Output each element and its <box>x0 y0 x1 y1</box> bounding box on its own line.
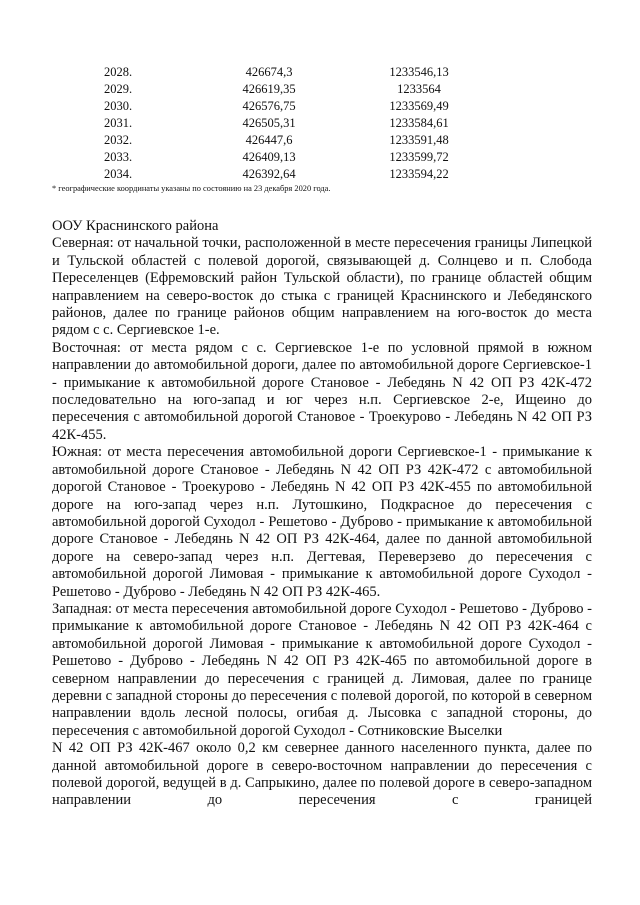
paragraph-east: Восточная: от места рядом с с. Сергиевское 1-е по условной прямой в южном направлении до автомобильной дороги, далее по автомобильной дороге Сергиевское-1 - примыкание к автомобильной дороге Становое - Лебедянь N 42 ОП РЗ 42К-472 последовательно на юго-запад и юг через н.п. Сергиевское 2-е, Ищеино до пересечения с автомобильной дорогой Становое - Троекурово - Лебедянь N 42 ОП РЗ 42К-455. <box>52 339 592 443</box>
point-number: 2032. <box>104 133 133 147</box>
section-title: ООУ Краснинского района <box>52 218 219 234</box>
coordinate-x: 426505,31 <box>242 116 296 130</box>
coordinate-y: 1233569,49 <box>389 99 449 113</box>
coordinate-y: 1233594,22 <box>389 167 449 181</box>
coordinate-x: 426576,75 <box>242 99 296 113</box>
coordinate-x: 426392,64 <box>242 167 296 181</box>
table-row <box>82 98 494 115</box>
coordinate-y: 1233584,61 <box>389 116 449 130</box>
table-row <box>82 132 494 149</box>
paragraph-south: Южная: от места пересечения автомобильной дороги Сергиевское-1 - примыкание к автомобильной дороге Становое - Лебедянь N 42 ОП РЗ 42К-472 с автомобильной дорогой Становое - Троекурово - Лебедянь N 42 ОП РЗ 42К-455 по автомобильной дороге на юго-запад через н.п. Лутошкино, Подкрасное до пересечения с автомобильной дорогой Суходол - Решетово - Дуброво - примыкание к автомобильной дороге Становое - Лебедянь N 42 ОП РЗ 42К-464, далее по данной автомобильной дороге на северо-запад через н.п. Дегтевая, Переверзево до пересечения с автомобильной дорогой Лимовая - примыкание к автомобильной дороге Суходол - Решетово - Дуброво - Лебедянь N 42 ОП РЗ 42К-465. <box>52 444 592 600</box>
coordinate-x: 426619,35 <box>242 82 296 96</box>
coordinates-table-body <box>82 64 494 183</box>
point-number: 2033. <box>104 150 133 164</box>
coordinate-y: 1233564 <box>397 82 441 96</box>
coordinate-x: 426409,13 <box>242 150 296 164</box>
coordinate-y: 1233591,48 <box>389 133 449 147</box>
coordinate-x: 426674,3 <box>245 65 293 79</box>
point-number: 2029. <box>104 82 133 96</box>
table-row <box>82 115 494 132</box>
point-number: 2034. <box>104 167 133 181</box>
paragraph-north: Северная: от начальной точки, расположенной в месте пересечения границы Липецкой и Тульской областей с полевой дорогой, связывающей д. Солнцево и п. Слобода Переселенцев (Ефремовский район Тульской области), по границе областей общим направлением на северо-восток до стыка с границей Краснинского и Лебедянского районов, далее по границе районов общим направлением на юго-восток до места рядом с с. Сергиевское 1-е. <box>52 235 592 339</box>
coordinate-y: 1233599,72 <box>389 150 449 164</box>
footnote: * географические координаты указаны по состоянию на 23 декабря 2020 года. <box>52 184 331 193</box>
paragraph-continuation: N 42 ОП РЗ 42К-467 около 0,2 км севернее данного населенного пункта, далее по данной автомобильной дороге в северо-восточном направлении до пересечения с полевой дорогой, ведущей в д. Сапрыкино, далее по полевой дороге в северо-западном направлении до пересечения с границей <box>52 740 592 809</box>
table-row <box>82 64 494 81</box>
table-row <box>82 149 494 166</box>
coordinate-x: 426447,6 <box>245 133 293 147</box>
section-body <box>52 218 592 810</box>
coordinates-table <box>82 64 494 183</box>
coordinate-y: 1233546,13 <box>389 65 449 79</box>
table-row <box>82 166 494 183</box>
table-row <box>82 81 494 98</box>
point-number: 2028. <box>104 65 133 79</box>
point-number: 2030. <box>104 99 133 113</box>
paragraph-west: Западная: от места пересечения автомобильной дороге Суходол - Решетово - Дуброво - примыкание к автомобильной дороге Становое - Лебедянь N 42 ОП РЗ 42К-464 с автомобильной дорогой Лимовая - примыкание к автомобильной дороге Суходол - Решетово - Дуброво - Лебедянь N 42 ОП РЗ 42К-465 по автомобильной дороге в северном направлении до пересечения с границей д. Лимовая, далее по границе деревни с западной стороны до пересечения с полевой дорогой, по которой в северном направлении вдоль лесной полосы, огибая д. Лысовка с западной стороны, до пересечения с автомобильной дорогой Суходол - Сотниковские Выселки <box>52 600 592 739</box>
point-number: 2031. <box>104 116 133 130</box>
